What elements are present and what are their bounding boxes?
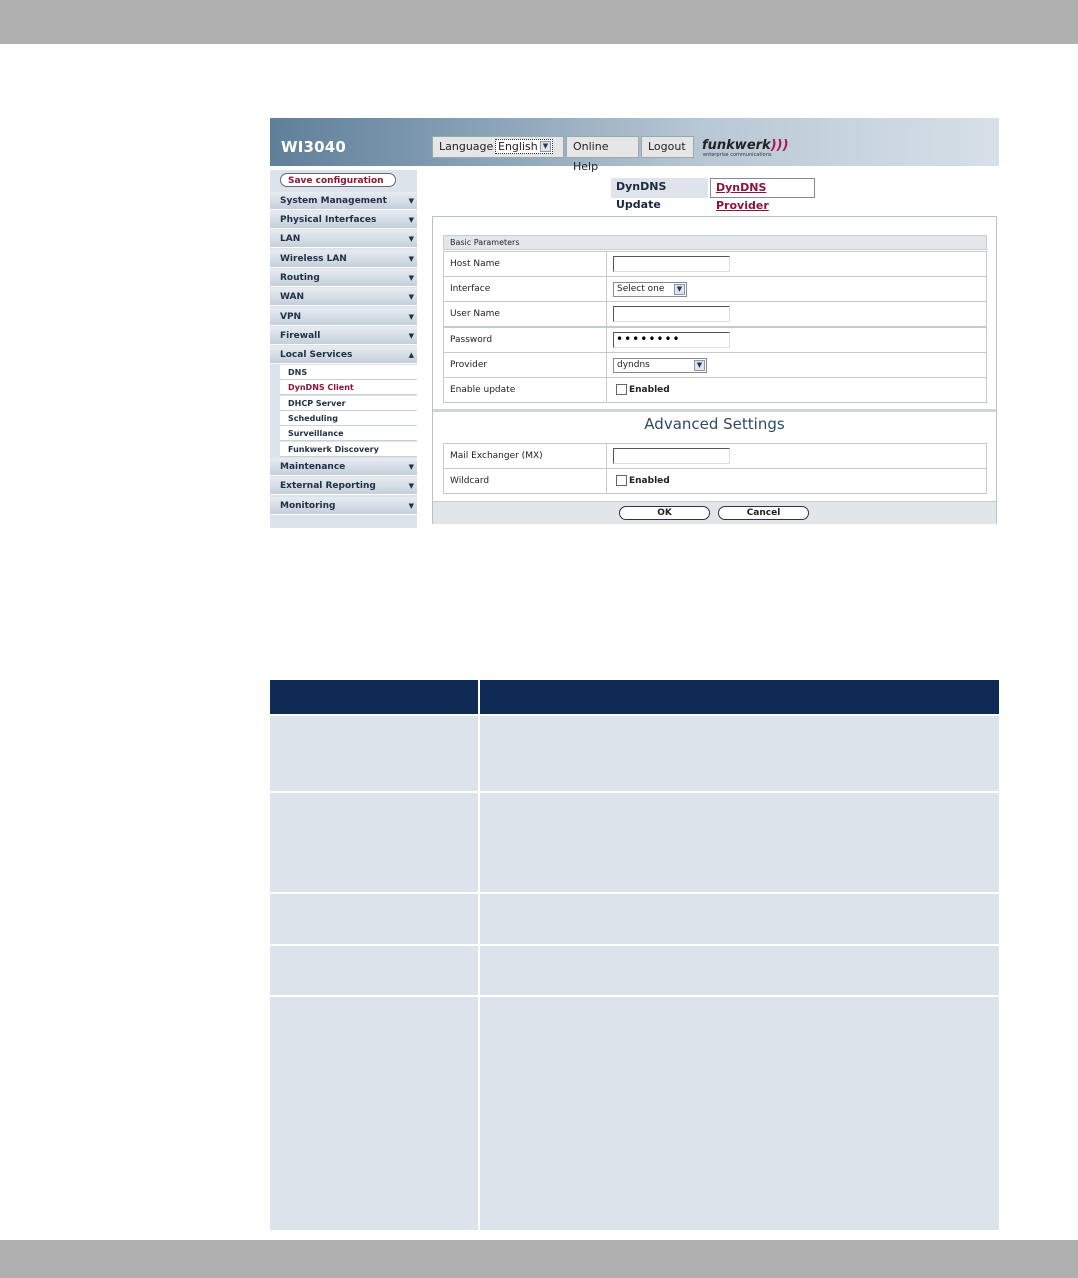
table-header-description <box>480 680 999 714</box>
mail-exchanger-label: Mail Exchanger (MX) <box>450 451 543 461</box>
row-provider <box>443 352 987 378</box>
brand-subtitle: enterprise communications <box>703 152 772 158</box>
enable-update-label: Enable update <box>450 385 516 395</box>
mail-exchanger-input[interactable] <box>613 448 730 464</box>
divider <box>433 409 996 412</box>
advanced-settings-title[interactable]: Advanced Settings <box>644 415 785 433</box>
password-label: Password <box>450 335 493 345</box>
user-name-label: User Name <box>450 309 500 319</box>
chevron-down-icon: ▼ <box>408 235 414 243</box>
online-help-button[interactable]: Online Help <box>566 136 639 158</box>
screenshot-frame <box>270 118 999 528</box>
sidebar-item-local-services[interactable]: Local Services ▲ <box>270 346 417 364</box>
form-footer <box>433 501 996 524</box>
brand-logo: funkwerk))) <box>702 138 789 153</box>
chevron-up-icon: ▲ <box>408 351 414 359</box>
table-row <box>480 946 999 995</box>
signal-icon: ))) <box>770 138 789 153</box>
row-enable-update <box>443 377 987 403</box>
sidebar-item-monitoring[interactable]: Monitoring ▼ <box>270 497 417 515</box>
sidebar <box>270 170 417 528</box>
table-row <box>270 716 478 791</box>
chevron-down-icon: ▼ <box>408 293 414 301</box>
chevron-down-icon[interactable]: ▼ <box>694 360 705 371</box>
sidebar-subitem-scheduling[interactable]: Scheduling <box>280 411 417 426</box>
row-password <box>443 327 987 353</box>
host-name-label: Host Name <box>450 259 500 269</box>
tab-dyndns-provider[interactable]: DynDNS Provider <box>710 178 815 198</box>
sidebar-subitem-dns[interactable]: DNS <box>280 365 417 380</box>
language-dropdown[interactable] <box>495 139 553 154</box>
language-selector[interactable] <box>432 136 564 158</box>
wildcard-checkbox[interactable] <box>616 475 627 486</box>
parameter-table <box>270 680 999 1230</box>
chevron-down-icon: ▼ <box>408 313 414 321</box>
table-row <box>480 716 999 791</box>
sidebar-subitem-dhcp-server[interactable]: DHCP Server <box>280 396 417 411</box>
sidebar-subitem-funkwerk-discovery[interactable]: Funkwerk Discovery <box>280 442 417 457</box>
user-name-input[interactable] <box>613 306 730 322</box>
chevron-down-icon: ▼ <box>408 482 414 490</box>
chevron-down-icon: ▼ <box>408 197 414 205</box>
table-row <box>270 793 478 892</box>
sidebar-item-lan[interactable]: LAN ▼ <box>270 230 417 248</box>
device-name: WI3040 <box>281 138 347 156</box>
interface-select[interactable]: Select one ▼ <box>613 282 687 297</box>
sidebar-item-external-reporting[interactable]: External Reporting ▼ <box>270 477 417 495</box>
sidebar-item-physical-interfaces[interactable]: Physical Interfaces ▼ <box>270 211 417 229</box>
bottom-bar <box>0 1240 1078 1278</box>
save-configuration-button[interactable]: Save configuration <box>280 173 396 187</box>
sidebar-subitem-dyndns-client[interactable]: DynDNS Client <box>280 380 417 395</box>
chevron-down-icon: ▼ <box>408 332 414 340</box>
wildcard-label: Wildcard <box>450 476 490 486</box>
interface-label: Interface <box>450 284 491 294</box>
chevron-down-icon: ▼ <box>408 216 414 224</box>
table-row <box>270 894 478 944</box>
table-row <box>480 793 999 892</box>
sidebar-item-wan[interactable]: WAN ▼ <box>270 288 417 306</box>
ok-button[interactable]: OK <box>619 506 710 520</box>
chevron-down-icon[interactable]: ▼ <box>674 284 685 295</box>
chevron-down-icon: ▼ <box>408 274 414 282</box>
sidebar-item-routing[interactable]: Routing ▼ <box>270 269 417 287</box>
cancel-button[interactable]: Cancel <box>718 506 809 520</box>
enable-update-checkbox[interactable] <box>616 384 627 395</box>
top-bar <box>0 0 1078 44</box>
tab-dyndns-update[interactable]: DynDNS Update <box>611 178 708 198</box>
table-row <box>480 997 999 1230</box>
row-host-name <box>443 251 987 277</box>
sidebar-item-maintenance[interactable]: Maintenance ▼ <box>270 458 417 476</box>
wildcard-enabled-label: Enabled <box>629 476 670 486</box>
row-mail-exchanger <box>443 443 987 469</box>
settings-panel <box>432 216 997 524</box>
sidebar-item-system-management[interactable]: System Management ▼ <box>270 192 417 210</box>
chevron-down-icon: ▼ <box>408 463 414 471</box>
sidebar-subitem-surveillance[interactable]: Surveillance <box>280 426 417 441</box>
host-name-input[interactable] <box>613 256 730 272</box>
table-row <box>270 946 478 995</box>
chevron-down-icon: ▼ <box>408 255 414 263</box>
row-user-name <box>443 301 987 327</box>
table-row <box>480 894 999 944</box>
password-input[interactable]: •••••••• <box>613 332 730 348</box>
sidebar-item-vpn[interactable]: VPN ▼ <box>270 308 417 326</box>
row-wildcard <box>443 468 987 494</box>
language-label: Language <box>439 140 494 153</box>
table-header-field <box>270 680 478 714</box>
app-header <box>270 118 999 173</box>
section-basic-parameters: Basic Parameters <box>443 235 987 250</box>
table-row <box>270 997 478 1230</box>
row-interface <box>443 276 987 302</box>
logout-button[interactable]: Logout <box>641 136 694 158</box>
language-value: English <box>498 140 538 153</box>
sidebar-item-firewall[interactable]: Firewall ▼ <box>270 327 417 345</box>
provider-label: Provider <box>450 360 488 370</box>
chevron-down-icon: ▼ <box>408 502 414 510</box>
enable-update-enabled-label: Enabled <box>629 385 670 395</box>
sidebar-item-wireless-lan[interactable]: Wireless LAN ▼ <box>270 250 417 268</box>
chevron-down-icon[interactable]: ▼ <box>540 141 551 152</box>
provider-select[interactable]: dyndns ▼ <box>613 358 707 373</box>
